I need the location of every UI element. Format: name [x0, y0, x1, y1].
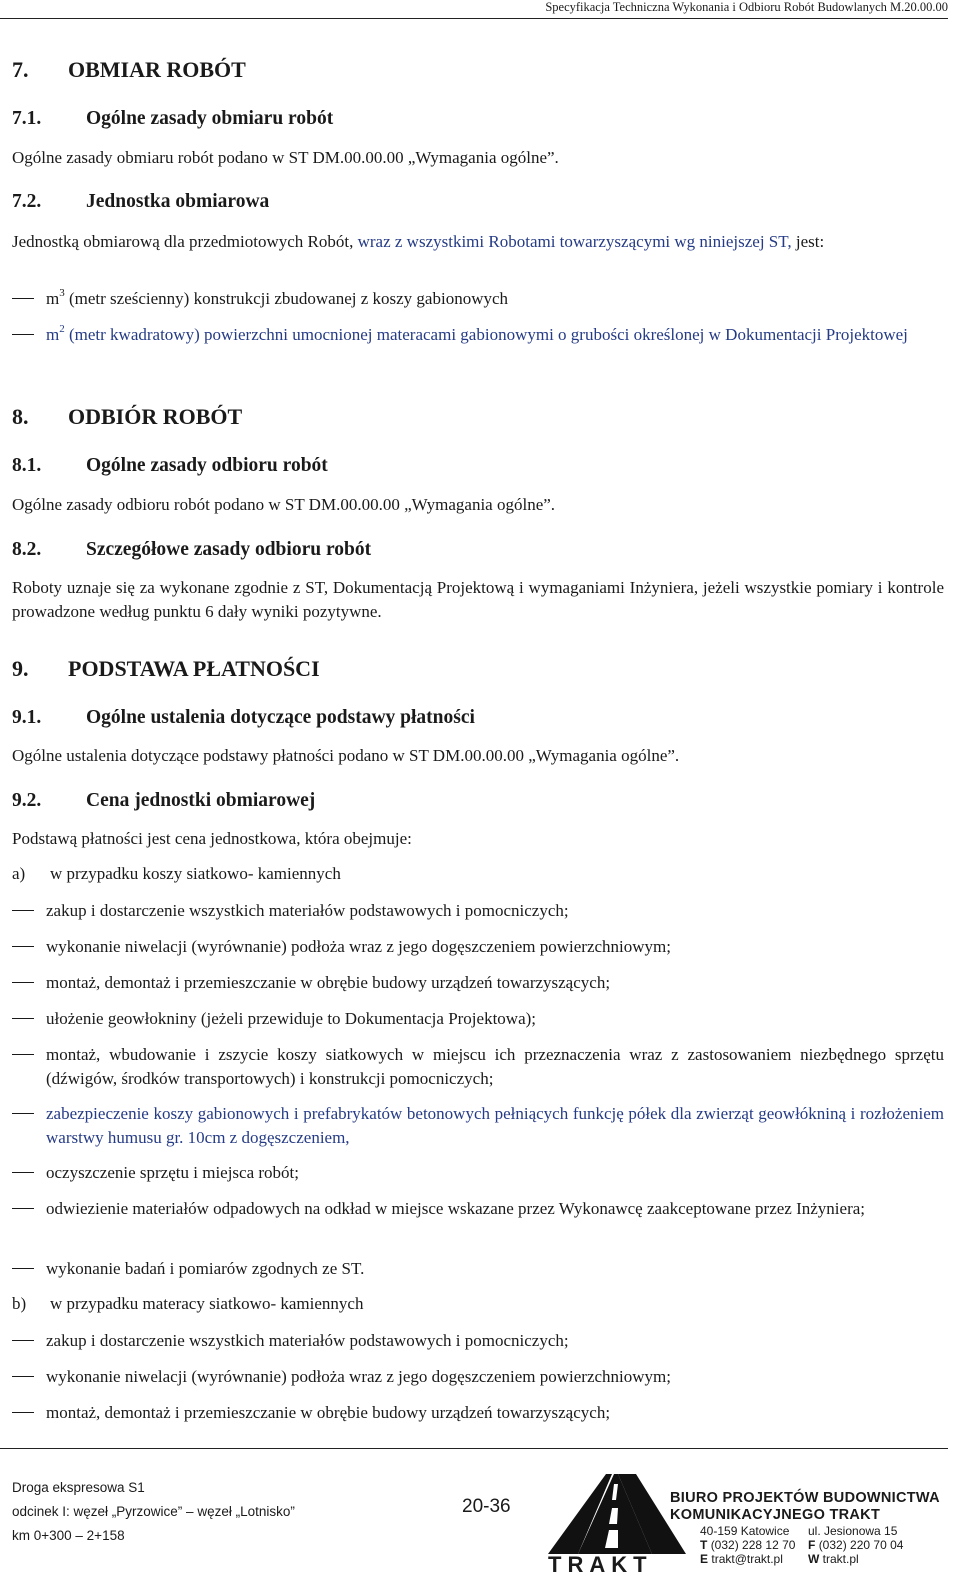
dash-bullet-icon	[12, 1018, 34, 1019]
list-item: zakup i dostarczenie wszystkich materiałów podstawowych i pomocniczych;	[12, 899, 944, 923]
list-item: oczyszczenie sprzętu i miejsca robót;	[12, 1161, 944, 1185]
dash-bullet-icon	[12, 1054, 34, 1055]
section-number: 7.1.	[12, 108, 42, 129]
list-item: montaż, demontaż i przemieszczanie w obrębie budowy urządzeń towarzyszących;	[12, 1401, 944, 1425]
dash-bullet-icon	[12, 1340, 34, 1341]
dash-bullet-icon	[12, 1113, 34, 1114]
list-item: ułożenie geowłokniny (jeżeli przewiduje to Dokumentacja Projektowa);	[12, 1007, 944, 1031]
bureau-website: trakt.pl	[822, 1552, 859, 1566]
footer-km: km 0+300 – 2+158	[12, 1528, 125, 1543]
list-item: montaż, wbudowanie i zszycie koszy siatkowych w miejscu ich przeznaczenia wraz z zastosowaniem niezbędnego sprzętu (dźwigów, środków transportowych) i konstrukcji pomocniczych;	[12, 1043, 944, 1091]
running-header: Specyfikacja Techniczna Wykonania i Odbioru Robót Budowlanych M.20.00.00	[0, 0, 948, 19]
unit-item	[12, 323, 944, 347]
section-9-1-heading	[12, 707, 475, 729]
section-title: PODSTAWA PŁATNOŚCI	[68, 656, 320, 681]
section-8-1-heading	[12, 455, 328, 477]
unit-exponent: 3	[59, 287, 65, 300]
section-number: 7.	[12, 57, 29, 82]
section-title: Ogólne ustalenia dotyczące podstawy płatności	[86, 707, 475, 728]
intro-text-end: jest:	[791, 232, 825, 251]
list-item: zabezpieczenie koszy gabionowych i prefabrykatów betonowych pełniących funkcję półek dla zwierząt geowłókniną i rozłożeniem warstwy humusu gr. 10cm z dogęszczeniem,	[12, 1102, 944, 1150]
section-9-2-intro: Podstawą płatności jest cena jednostkowa, która obejmuje:	[12, 829, 412, 848]
section-8-2-text: Roboty uznaje się za wykonane zgodnie z ST, Dokumentacją Projektową i wymaganiami Inżyniera, jeżeli wszystkie pomiary i kontrole prowadzone według punktu 6 dały wyniki pozytywne.	[12, 578, 944, 621]
list-item: wykonanie badań i pomiarów zgodnych ze ST.	[12, 1257, 944, 1281]
unit-symbol: m	[46, 325, 60, 344]
section-7-1-heading	[12, 108, 333, 130]
bureau-city: 40-159 Katowice	[700, 1524, 790, 1538]
bureau-name-line2: KOMUNIKACYJNEGO TRAKT	[670, 1507, 881, 1523]
intro-text-highlight: wraz z wszystkimi Robotami towarzyszącymi wg niniejszej ST,	[353, 232, 792, 251]
section-number: 9.	[12, 656, 29, 681]
section-title: ODBIÓR ROBÓT	[68, 404, 243, 429]
list-letter: b)	[12, 1294, 27, 1313]
dash-bullet-icon	[12, 1376, 34, 1377]
list-item: montaż, demontaż i przemieszczanie w obrębie budowy urządzeń towarzyszących;	[12, 971, 944, 995]
bureau-web: E trakt@trakt.pl W trakt.pl	[700, 1552, 859, 1566]
dash-bullet-icon	[12, 1268, 34, 1269]
list-group-title: w przypadku koszy siatkowo- kamiennych	[50, 864, 341, 883]
bureau-address	[700, 1524, 940, 1538]
section-title: Jednostka obmiarowa	[86, 191, 270, 212]
list-item: wykonanie niwelacji (wyrównanie) podłoża wraz z jego dogęszczeniem powierzchniowym;	[12, 1365, 944, 1389]
section-number: 9.2.	[12, 790, 42, 811]
section-7-heading	[12, 58, 246, 82]
dash-bullet-icon	[12, 334, 34, 335]
section-title: Cena jednostki obmiarowej	[86, 790, 316, 811]
section-8-2-heading	[12, 539, 371, 561]
footer-section: odcinek I: węzeł „Pyrzowice” – węzeł „Lotnisko”	[12, 1504, 295, 1519]
section-8-heading	[12, 405, 242, 429]
footer-project-info	[12, 1476, 295, 1548]
section-title: Ogólne zasady odbioru robót	[86, 455, 328, 476]
bureau-contact	[670, 1490, 940, 1566]
list-group-b	[12, 1292, 363, 1316]
section-title: Szczegółowe zasady odbioru robót	[86, 539, 372, 560]
dash-bullet-icon	[12, 1412, 34, 1413]
dash-bullet-icon	[12, 1172, 34, 1173]
logo-wordmark: TRAKT	[548, 1552, 653, 1577]
bureau-phone: (032) 228 12 70	[710, 1538, 796, 1552]
section-number: 7.2.	[12, 191, 42, 212]
bureau-phones: T (032) 228 12 70 F (032) 220 70 04	[700, 1538, 904, 1552]
section-title: Ogólne zasady obmiaru robót	[86, 108, 334, 129]
unit-symbol: m	[46, 289, 60, 308]
unit-item	[12, 287, 944, 311]
list-item: zakup i dostarczenie wszystkich materiałów podstawowych i pomocniczych;	[12, 1329, 944, 1353]
footer-road: Droga ekspresowa S1	[12, 1480, 145, 1495]
section-number: 8.	[12, 404, 29, 429]
section-title: OBMIAR ROBÓT	[68, 57, 246, 82]
list-letter: a)	[12, 864, 26, 883]
intro-text: Jednostką obmiarową dla przedmiotowych Robót,	[12, 232, 354, 251]
bureau-street: ul. Jesionowa 15	[808, 1524, 898, 1538]
list-group-title: w przypadku materacy siatkowo- kamiennych	[50, 1294, 364, 1313]
dash-bullet-icon	[12, 946, 34, 947]
unit-exponent: 2	[59, 323, 65, 336]
dash-bullet-icon	[12, 1208, 34, 1209]
section-7-2-intro	[12, 230, 944, 254]
section-9-1-text: Ogólne ustalenia dotyczące podstawy płatności podano w ST DM.00.00.00 „Wymagania ogólne”.	[12, 746, 680, 765]
section-number: 9.1.	[12, 707, 42, 728]
bureau-fax: (032) 220 70 04	[818, 1538, 904, 1552]
unit-description: (metr sześcienny) konstrukcji zbudowanej z koszy gabionowych	[64, 289, 509, 308]
section-9-2-heading	[12, 790, 315, 812]
page-number: 20-36	[462, 1496, 511, 1517]
dash-bullet-icon	[12, 910, 34, 911]
dash-bullet-icon	[12, 982, 34, 983]
section-number: 8.2.	[12, 539, 42, 560]
list-item: odwiezienie materiałów odpadowych na odkład w miejsce wskazane przez Wykonawcę zaakceptowane przez Inżyniera;	[12, 1197, 944, 1221]
list-item: wykonanie niwelacji (wyrównanie) podłoża wraz z jego dogęszczeniem powierzchniowym;	[12, 935, 944, 959]
section-7-2-heading	[12, 191, 269, 213]
list-group-a	[12, 862, 341, 886]
unit-description: (metr kwadratowy) powierzchni umocnionej materacami gabionowymi o grubości określonej w Dokumentacji Projektowej	[64, 325, 908, 344]
bureau-name-line1: BIURO PROJEKTÓW BUDOWNICTWA	[670, 1490, 940, 1506]
section-7-1-text: Ogólne zasady obmiaru robót podano w ST DM.00.00.00 „Wymagania ogólne”.	[12, 148, 559, 167]
dash-bullet-icon	[12, 298, 34, 299]
footer-divider	[0, 1448, 948, 1449]
section-number: 8.1.	[12, 455, 42, 476]
section-8-1-text: Ogólne zasady odbioru robót podano w ST DM.00.00.00 „Wymagania ogólne”.	[12, 495, 556, 514]
bureau-email: trakt@trakt.pl	[711, 1552, 783, 1566]
section-9-heading	[12, 657, 320, 681]
